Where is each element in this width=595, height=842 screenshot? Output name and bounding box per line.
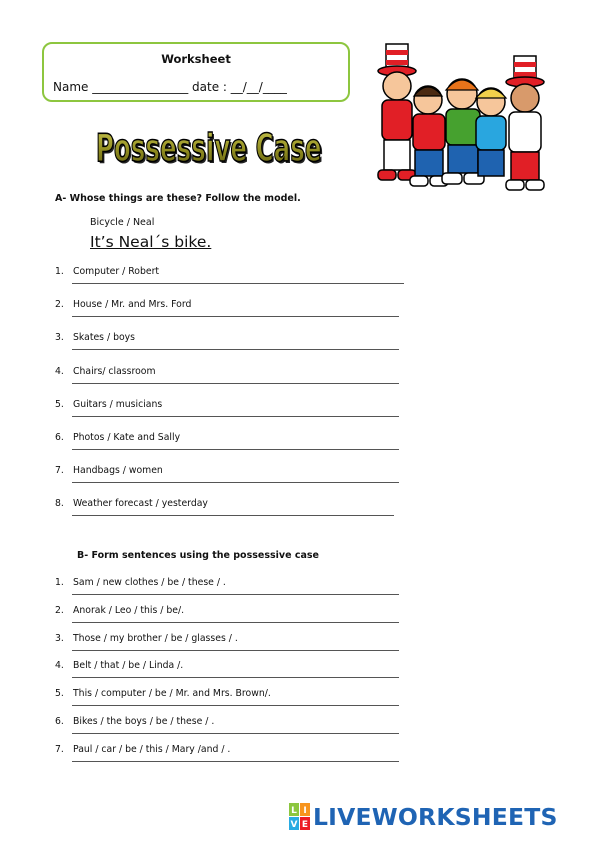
liveworksheets-logo-icon <box>288 802 312 832</box>
answer-line[interactable] <box>72 349 399 350</box>
kid-figure <box>378 44 416 180</box>
section-a-heading: A- Whose things are these? Follow the model. <box>55 193 301 204</box>
item-prompt: Anorak / Leo / this / be/. <box>73 604 185 616</box>
answer-line[interactable] <box>72 650 399 651</box>
title-word-art <box>95 120 327 172</box>
exercise-item <box>55 498 208 509</box>
children-illustration <box>366 42 556 198</box>
item-number: 4. <box>55 660 64 672</box>
kid-figure <box>476 88 506 176</box>
item-number: 4. <box>55 365 64 377</box>
exercise-item <box>55 299 191 310</box>
exercise-item <box>55 633 238 644</box>
kid-figure <box>410 86 448 186</box>
exercise-item <box>55 332 135 343</box>
title-text-shadow: Possessive Case <box>97 129 324 172</box>
answer-line[interactable] <box>72 383 399 384</box>
header-box <box>42 42 350 102</box>
answer-line[interactable] <box>72 449 399 450</box>
item-prompt: Bikes / the boys / be / these / . <box>73 716 215 727</box>
answer-line[interactable] <box>72 705 399 706</box>
item-prompt: Paul / car / be / this / Mary /and / . <box>73 743 231 755</box>
exercise-item <box>55 432 180 443</box>
exercise-item <box>55 660 183 671</box>
exercise-item <box>55 577 226 588</box>
svg-text:I: I <box>303 806 307 816</box>
liveworksheets-logo-text[interactable]: LIVEWORKSHEETS <box>313 803 558 831</box>
item-prompt: Handbags / women <box>73 465 163 477</box>
item-prompt: Belt / that / be / Linda /. <box>73 660 184 672</box>
answer-line[interactable] <box>72 316 399 317</box>
model-pair: Bicycle / Neal <box>90 217 155 228</box>
svg-text:L: L <box>291 806 297 816</box>
item-prompt: House / Mr. and Mrs. Ford <box>73 299 192 311</box>
answer-line[interactable] <box>72 733 399 734</box>
item-prompt: Photos / Kate and Sally <box>73 432 181 443</box>
svg-text:V: V <box>290 820 298 830</box>
item-prompt: Those / my brother / be / glasses / . <box>73 632 238 644</box>
name-date-line[interactable]: Name ________________ date : __/__/____ <box>53 80 287 94</box>
answer-line[interactable] <box>72 622 399 623</box>
title-text: Possessive Case <box>95 127 322 171</box>
item-prompt: Weather forecast / yesterday <box>73 498 208 510</box>
item-number: 3. <box>55 332 64 344</box>
exercise-item <box>55 744 230 755</box>
answer-line[interactable] <box>72 515 394 516</box>
answer-line[interactable] <box>72 482 399 483</box>
item-number: 5. <box>55 688 64 700</box>
item-prompt: This / computer / be / Mr. and Mrs. Brown/. <box>73 688 271 700</box>
answer-line[interactable] <box>72 761 399 762</box>
model-answer: It’s Neal´s bike. <box>90 233 212 251</box>
item-prompt: Guitars / musicians <box>73 398 163 410</box>
item-number: 5. <box>55 398 64 410</box>
exercise-item <box>55 366 156 377</box>
exercise-item <box>55 266 159 277</box>
item-number: 6. <box>55 716 64 727</box>
item-number: 7. <box>55 465 64 477</box>
item-prompt: Computer / Robert <box>73 266 160 277</box>
answer-line[interactable] <box>72 677 399 678</box>
item-number: 1. <box>55 577 64 588</box>
kid-figure <box>506 56 544 190</box>
item-prompt: Skates / boys <box>73 332 136 344</box>
exercise-item <box>55 716 214 727</box>
answer-line[interactable] <box>72 594 399 595</box>
exercise-item <box>55 465 163 476</box>
exercise-item <box>55 605 184 616</box>
answer-line[interactable] <box>72 283 404 284</box>
item-prompt: Chairs/ classroom <box>73 365 156 377</box>
item-number: 6. <box>55 432 64 443</box>
worksheet-title: Worksheet <box>161 52 231 66</box>
section-b-heading: B- Form sentences using the possessive case <box>77 550 319 561</box>
exercise-item <box>55 688 271 699</box>
item-prompt: Sam / new clothes / be / these / . <box>73 577 226 588</box>
answer-line[interactable] <box>72 416 399 417</box>
item-number: 1. <box>55 266 64 277</box>
item-number: 7. <box>55 743 64 755</box>
item-number: 2. <box>55 299 64 311</box>
exercise-item <box>55 399 162 410</box>
item-number: 8. <box>55 498 64 510</box>
item-number: 3. <box>55 632 64 644</box>
item-number: 2. <box>55 604 64 616</box>
svg-text:E: E <box>301 820 309 830</box>
